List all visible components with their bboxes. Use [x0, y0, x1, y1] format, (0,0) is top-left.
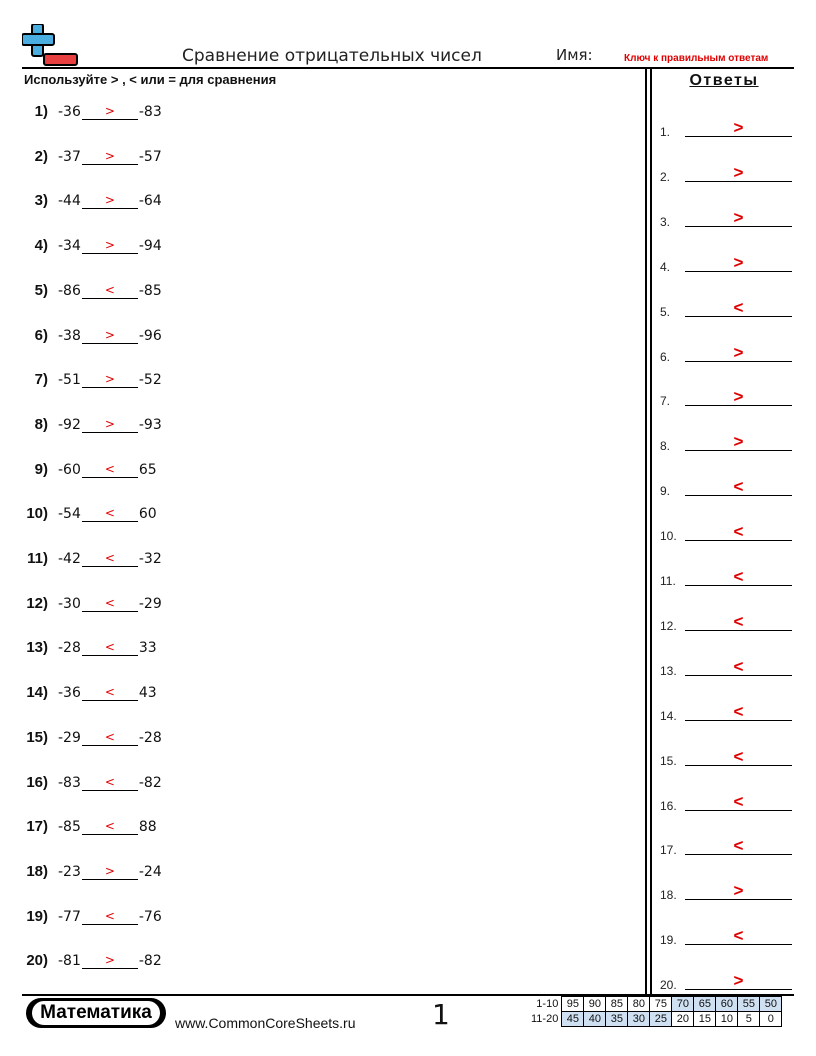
problem-item	[20, 324, 162, 344]
problem-item	[20, 636, 157, 656]
score-cell: 40	[584, 1012, 606, 1027]
score-cell: 15	[694, 1012, 716, 1027]
answer-number: 6.	[660, 349, 671, 364]
problem-right-value: -85	[138, 282, 162, 299]
problem-answer-blank: <	[82, 730, 138, 746]
answer-item	[660, 117, 794, 139]
answer-number: 12.	[660, 618, 677, 633]
problem-right-value: -57	[138, 148, 162, 165]
answer-value: >	[685, 345, 792, 362]
problem-number: 7 )	[20, 371, 48, 388]
problem-right-value: -28	[138, 729, 162, 746]
answer-value: <	[685, 794, 792, 811]
score-range-label: 11-20	[531, 1013, 559, 1025]
answer-value: <	[685, 749, 792, 766]
problem-right-value: -96	[138, 327, 162, 344]
problem-answer-blank: <	[82, 909, 138, 925]
answer-value: <	[685, 659, 792, 676]
score-table	[529, 996, 782, 1027]
problem-number: 2 )	[20, 148, 48, 165]
problem-left-value: -36	[58, 685, 81, 702]
score-cell: 30	[628, 1012, 650, 1027]
answer-number: 18.	[660, 888, 677, 903]
problem-left-value: -38	[58, 327, 81, 344]
problem-number: 18 )	[20, 863, 48, 880]
problem-left-value: -34	[58, 238, 81, 255]
answer-item	[660, 431, 794, 453]
problem-answer-blank: <	[82, 640, 138, 656]
answer-value: <	[685, 479, 792, 496]
answer-number: 9.	[660, 484, 671, 499]
problem-number: 8 )	[20, 416, 48, 433]
problem-right-value: 33	[138, 640, 157, 657]
problem-number: 20 )	[20, 952, 48, 969]
problem-left-value: -28	[58, 640, 81, 657]
problem-left-value: -83	[58, 774, 81, 791]
answer-value: >	[685, 389, 792, 406]
problem-answer-blank: >	[82, 864, 138, 880]
score-cell: 55	[738, 997, 760, 1012]
problem-number: 19 )	[20, 908, 48, 925]
problem-answer-blank: <	[82, 462, 138, 478]
plus-minus-logo-icon	[22, 24, 78, 68]
problem-item	[20, 726, 162, 746]
answer-value: >	[685, 120, 792, 137]
answer-value: <	[685, 704, 792, 721]
answer-number: 14.	[660, 708, 677, 723]
column-divider-left	[645, 67, 647, 995]
answer-value: >	[685, 973, 792, 990]
answer-number: 4.	[660, 259, 671, 274]
answer-item	[660, 207, 794, 229]
score-cell: 20	[672, 1012, 694, 1027]
problem-left-value: -36	[58, 104, 81, 120]
problem-left-value: -85	[58, 819, 81, 836]
answer-item	[660, 925, 794, 947]
score-cell: 35	[606, 1012, 628, 1027]
problem-item	[20, 100, 162, 120]
score-cell: 5	[738, 1012, 760, 1027]
problem-number: 1 )	[20, 103, 48, 120]
answer-item	[660, 386, 794, 408]
answer-item	[660, 162, 794, 184]
problem-number: 4 )	[20, 237, 48, 254]
answer-value: <	[685, 838, 792, 855]
problem-left-value: -86	[58, 282, 81, 299]
score-cell: 25	[650, 1012, 672, 1027]
answer-item	[660, 611, 794, 633]
problem-item	[20, 771, 162, 791]
answer-number: 8.	[660, 439, 671, 454]
problem-answer-blank: >	[82, 372, 138, 388]
answer-value: >	[685, 210, 792, 227]
problem-right-value: -52	[138, 372, 162, 389]
problem-answer-blank: >	[82, 238, 138, 254]
problem-left-value: -92	[58, 416, 81, 433]
answer-item	[660, 342, 794, 364]
problem-left-value: -51	[58, 372, 81, 389]
score-cell: 85	[606, 997, 628, 1012]
problem-answer-blank: >	[82, 417, 138, 433]
problem-answer-blank: <	[82, 819, 138, 835]
answer-number: 15.	[660, 753, 677, 768]
score-cell: 45	[562, 1012, 584, 1027]
math-badge-label: Математика	[32, 1001, 160, 1025]
problem-number: 15 )	[20, 729, 48, 746]
problem-number: 12 )	[20, 595, 48, 612]
problem-number: 14 )	[20, 684, 48, 701]
problem-number: 16 )	[20, 774, 48, 791]
score-cell: 65	[694, 997, 716, 1012]
answer-item	[660, 521, 794, 543]
problem-right-value: -76	[138, 908, 162, 925]
top-divider	[22, 67, 794, 69]
column-divider-right	[650, 67, 652, 995]
problem-item	[20, 234, 162, 254]
answer-number: 17.	[660, 843, 677, 858]
answer-value: <	[685, 524, 792, 541]
answer-item	[660, 656, 794, 678]
problem-answer-blank: <	[82, 551, 138, 567]
answer-value: >	[685, 255, 792, 272]
problem-answer-blank: <	[82, 596, 138, 612]
site-link[interactable]: www.CommonCoreSheets.ru	[175, 1015, 356, 1031]
problem-item	[20, 681, 157, 701]
problem-answer-blank: >	[82, 104, 138, 120]
answer-item	[660, 476, 794, 498]
problem-left-value: -23	[58, 863, 81, 880]
math-badge	[26, 998, 166, 1028]
answer-value: >	[685, 434, 792, 451]
score-cell: 10	[716, 1012, 738, 1027]
score-cell: 90	[584, 997, 606, 1012]
problem-left-value: -77	[58, 908, 81, 925]
problem-right-value: -83	[138, 104, 162, 120]
problem-item	[20, 413, 162, 433]
problem-answer-blank: <	[82, 685, 138, 701]
problem-left-value: -42	[58, 551, 81, 567]
problem-answer-blank: >	[82, 193, 138, 209]
answer-value: >	[685, 165, 792, 182]
problem-item	[20, 860, 162, 880]
answer-item	[660, 791, 794, 813]
problem-number: 13 )	[20, 639, 48, 656]
answer-item	[660, 297, 794, 319]
answer-number: 13.	[660, 663, 677, 678]
score-cell: 80	[628, 997, 650, 1012]
problem-item	[20, 458, 157, 478]
problem-item	[20, 905, 162, 925]
problem-right-value: -82	[138, 774, 162, 791]
score-cell: 0	[760, 1012, 782, 1027]
answer-value: <	[685, 569, 792, 586]
answer-value: <	[685, 614, 792, 631]
problem-item	[20, 368, 162, 388]
problem-left-value: -37	[58, 148, 81, 165]
answer-item	[660, 566, 794, 588]
answers-title: Ответы	[689, 72, 759, 89]
answer-item	[660, 252, 794, 274]
problem-item	[20, 145, 162, 165]
answer-number: 11.	[660, 574, 676, 588]
score-cell: 75	[650, 997, 672, 1012]
problem-answer-blank: <	[82, 283, 138, 299]
answer-item	[660, 835, 794, 857]
answer-item	[660, 970, 794, 992]
problem-left-value: -54	[58, 506, 81, 523]
worksheet-title: Сравнение отрицательных чисел	[182, 46, 482, 66]
page-number: 1	[432, 998, 450, 1031]
answer-number: 2.	[660, 169, 671, 184]
answer-number: 7.	[660, 394, 671, 409]
problem-answer-blank: >	[82, 328, 138, 344]
answer-value: >	[685, 883, 792, 900]
problem-right-value: 43	[138, 685, 157, 702]
answer-number: 5.	[660, 304, 671, 319]
answer-number: 19.	[660, 933, 677, 948]
problem-left-value: -81	[58, 953, 81, 970]
problem-right-value: -82	[138, 953, 162, 970]
problem-number: 6 )	[20, 327, 48, 344]
problem-right-value: -93	[138, 416, 162, 433]
score-row	[529, 997, 782, 1012]
problem-right-value: 88	[138, 819, 157, 836]
problem-number: 17 )	[20, 818, 48, 835]
problem-left-value: -44	[58, 193, 81, 210]
instructions: Используйте > , < или = для сравнения	[24, 72, 277, 87]
problem-right-value: -94	[138, 238, 162, 255]
problem-right-value: 65	[138, 461, 157, 478]
problem-number: 11 )	[20, 550, 48, 567]
answer-number: 16.	[660, 798, 677, 813]
problem-item	[20, 502, 157, 522]
answer-value: <	[685, 300, 792, 317]
answer-item	[660, 880, 794, 902]
answer-number: 10.	[660, 529, 677, 544]
problem-item	[20, 949, 162, 969]
problem-left-value: -30	[58, 595, 81, 612]
score-cell: 70	[672, 997, 694, 1012]
problem-item	[20, 189, 162, 209]
problem-right-value: -32	[138, 551, 162, 567]
answer-number: 20.	[660, 978, 677, 993]
score-cell: 50	[760, 997, 782, 1012]
problem-item	[20, 815, 157, 835]
problem-answer-blank: >	[82, 149, 138, 165]
answer-value: <	[685, 928, 792, 945]
problem-left-value: -60	[58, 461, 81, 478]
problem-number: 3 )	[20, 192, 48, 209]
answer-item	[660, 746, 794, 768]
problem-number: 9 )	[20, 461, 48, 478]
problem-right-value: -64	[138, 193, 162, 210]
problem-answer-blank: <	[82, 775, 138, 791]
answer-number: 1.	[660, 125, 671, 139]
name-label: Имя:	[556, 46, 593, 64]
score-range-label: 1-10	[536, 998, 559, 1010]
answer-item	[660, 701, 794, 723]
answer-number: 3.	[660, 214, 671, 229]
problem-right-value: -24	[138, 863, 162, 880]
problem-right-value: -29	[138, 595, 162, 612]
score-cell: 95	[562, 997, 584, 1012]
problem-right-value: 60	[138, 506, 157, 523]
score-row	[529, 1012, 782, 1027]
problem-number: 10 )	[20, 505, 48, 522]
problem-item	[20, 547, 162, 567]
problem-answer-blank: >	[82, 953, 138, 969]
problem-item	[20, 592, 162, 612]
problem-item	[20, 279, 162, 299]
score-cell: 60	[716, 997, 738, 1012]
problem-left-value: -29	[58, 729, 81, 746]
problem-answer-blank: <	[82, 506, 138, 522]
answer-key-label: Ключ к правильным ответам	[624, 53, 769, 64]
problem-number: 5 )	[20, 282, 48, 299]
